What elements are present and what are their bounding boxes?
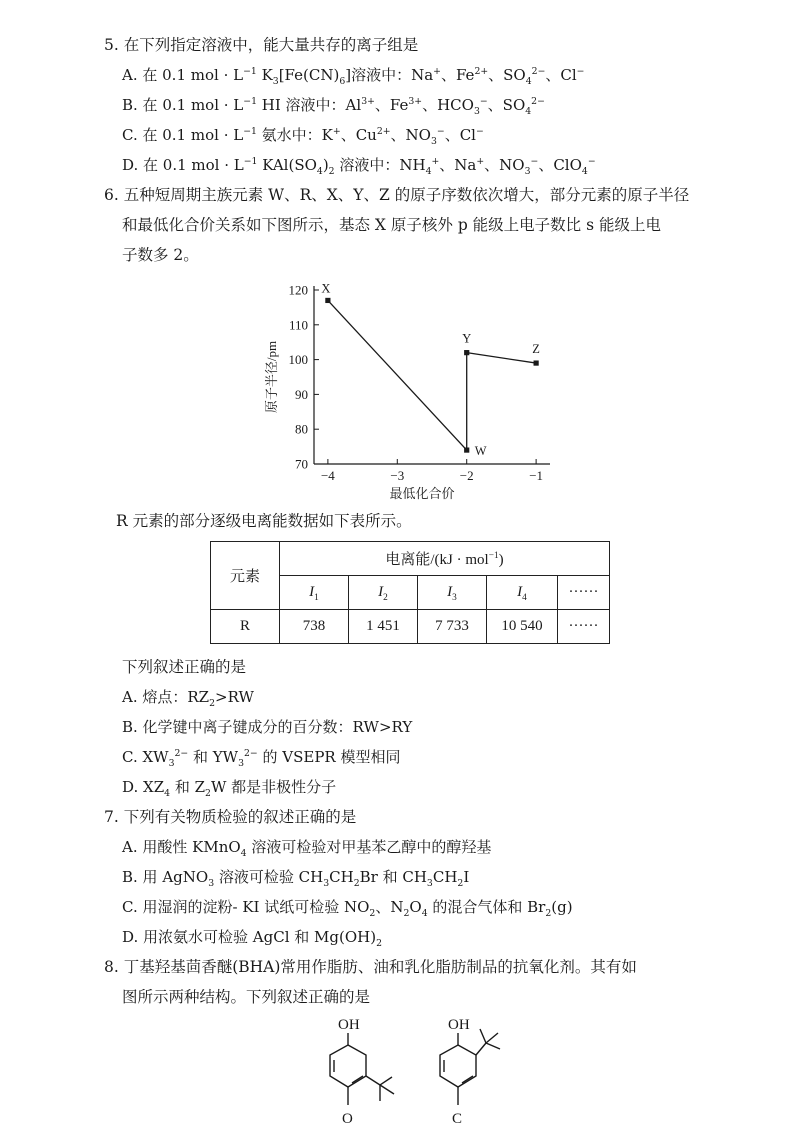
q7-stem: 7. 下列有关物质检验的叙述正确的是 — [104, 808, 357, 826]
chart-x-tick-label: −1 — [529, 468, 544, 483]
chart-series-line — [328, 300, 536, 450]
chart-x-tick-label: −3 — [390, 468, 405, 483]
chart-x-ticks — [321, 459, 543, 483]
q6-stem-line2: 和最低化合价关系如下图所示，基态 X 原子核外 p 能级上电子数比 s 能级上电 — [122, 216, 661, 234]
q8-stem-line2: 图所示两种结构。下列叙述正确的是 — [122, 988, 371, 1006]
bha-isomer-1 — [330, 1017, 394, 1123]
mol2-tbutyl-branch — [480, 1029, 486, 1043]
q6-option-c: C. $XW_3^{2-}$ 和 $YW_3^{2-}$ 的 VSEPR 模型相同 — [122, 748, 401, 769]
mol2-bottom-label: C — [452, 1111, 463, 1123]
q5-stem: 5. 在下列指定溶液中，能大量共存的离子组是 — [104, 36, 419, 54]
q5-option-a: A. 在 0.1 mol · $L^{-1}$ $K_3[Fe(CN)_6]$溶液中：Na+、$Fe^{2+}$、$SO_4^{2-}$、Cl− — [122, 66, 585, 87]
mol1-tbutyl-bond — [366, 1076, 380, 1085]
chart-x-tick-label: −4 — [320, 468, 335, 483]
mol1-ring — [330, 1045, 366, 1087]
mol2-tbutyl-bond — [476, 1043, 486, 1055]
chart-y-label: 原子半径/pm — [264, 340, 279, 414]
q7-option-a: A. 用酸性 KMnO$_4$ 溶液可检验对甲基苯乙醇中的醇羟基 — [122, 838, 492, 859]
q6-option-a: A. 熔点：$RZ_2>RW$ — [122, 688, 254, 709]
chart-axes — [314, 286, 550, 464]
q8-stem-line1: 8. 丁基羟基茴香醚(BHA)常用作脂肪、油和乳化脂肪制品的抗氧化剂。其有如 — [104, 958, 637, 976]
q7-option-b: B. 用 AgNO$_3$ 溶液可检验 $CH_3CH_2Br$ 和 $CH_3CH_2I$ — [122, 868, 470, 889]
q6-stem-line3: 子数多 2。 — [122, 246, 199, 264]
q7-option-d: D. 用浓氨水可检验 AgCl 和 $Mg(OH)_2$ — [122, 928, 383, 949]
ionization-energy-table — [210, 541, 610, 644]
table-cell-i3: 7 733 — [418, 610, 487, 644]
mol1-top-label: OH — [338, 1017, 360, 1033]
table-header-i3: $I_3$ — [418, 576, 487, 610]
table-header-ionization: 电离能/(kJ · mol$^{-1}$) — [280, 542, 610, 576]
chart-point-w — [464, 447, 469, 452]
mol2-tbutyl-branch — [486, 1033, 498, 1043]
q6-prompt: 下列叙述正确的是 — [122, 658, 247, 676]
q6-option-d: D. $XZ_4$ 和 $Z_2W$ 都是非极性分子 — [122, 778, 337, 799]
table-row — [211, 610, 610, 644]
q6-option-b: B. 化学键中离子键成分的百分数：RW>RY — [122, 718, 413, 736]
bha-structures — [300, 1005, 540, 1123]
q6-table-intro: R 元素的部分逐级电离能数据如下表所示。 — [116, 512, 412, 530]
table-cell-i2: 1 451 — [349, 610, 418, 644]
mol1-tbutyl-branch — [380, 1085, 394, 1094]
mol2-ring — [440, 1045, 476, 1087]
chart-point-label-w: W — [474, 444, 487, 459]
chart-y-tick-label: 90 — [295, 386, 308, 402]
chart-point-label-z: Z — [532, 342, 540, 357]
table-cell-i4: 10 540 — [487, 610, 558, 644]
table-header-element: 元素 — [211, 542, 280, 610]
chart-point-x — [325, 298, 330, 303]
chart-point-label-x: X — [321, 282, 331, 296]
bha-isomer-2 — [440, 1017, 500, 1123]
table-cell-dots: ······ — [558, 610, 610, 644]
chart-y-tick-label: 80 — [295, 421, 308, 437]
chart-point-z — [534, 360, 539, 365]
radius-valence-chart — [258, 282, 558, 504]
table-header-dots: ······ — [558, 576, 610, 610]
chart-point-y — [464, 350, 469, 355]
chart-x-tick-label: −2 — [459, 468, 474, 483]
mol1-bottom-label: O — [342, 1111, 353, 1123]
q6-stem-line1: 6. 五种短周期主族元素 W、R、X、Y、Z 的原子序数依次增大，部分元素的原子半径 — [104, 186, 690, 204]
table-header-i2: $I_2$ — [349, 576, 418, 610]
chart-series-lines — [328, 300, 536, 450]
table-header-i1: $I_1$ — [280, 576, 349, 610]
q5-option-b: B. 在 0.1 mol · $L^{-1}$ HI 溶液中：$Al^{3+}$、$Fe^{3+}$、$HCO_3^-$、$SO_4^{2-}$ — [122, 96, 545, 117]
q5-option-d: D. 在 0.1 mol · $L^{-1}$ $KAl(SO_4)_2$ 溶液中：$NH_4^+$、Na+、$NO_3^-$、ClO$_4$− — [122, 156, 596, 177]
mol2-tbutyl-branch — [486, 1043, 500, 1049]
chart-y-tick-label: 100 — [288, 352, 308, 368]
q7-option-c: C. 用湿润的淀粉- KI 试纸可检验 $NO_2$、$N_2O_4$ 的混合气体和 $Br_2(g)$ — [122, 898, 573, 919]
table-header-i4: $I_4$ — [487, 576, 558, 610]
mol1-tbutyl-branch — [380, 1077, 392, 1085]
chart-points — [321, 282, 540, 458]
q5-option-c: C. 在 0.1 mol · $L^{-1}$ 氨水中：K+、$Cu^{2+}$、$NO_3^-$、Cl− — [122, 126, 484, 147]
chart-y-tick-label: 120 — [288, 282, 308, 298]
mol2-top-label: OH — [448, 1017, 470, 1033]
table-cell-i1: 738 — [280, 610, 349, 644]
chart-y-tick-label: 70 — [295, 456, 308, 472]
chart-y-tick-label: 110 — [288, 317, 308, 333]
chart-point-label-y: Y — [462, 331, 472, 346]
chart-x-label: 最低化合价 — [389, 486, 455, 501]
table-cell-element: R — [211, 610, 280, 644]
